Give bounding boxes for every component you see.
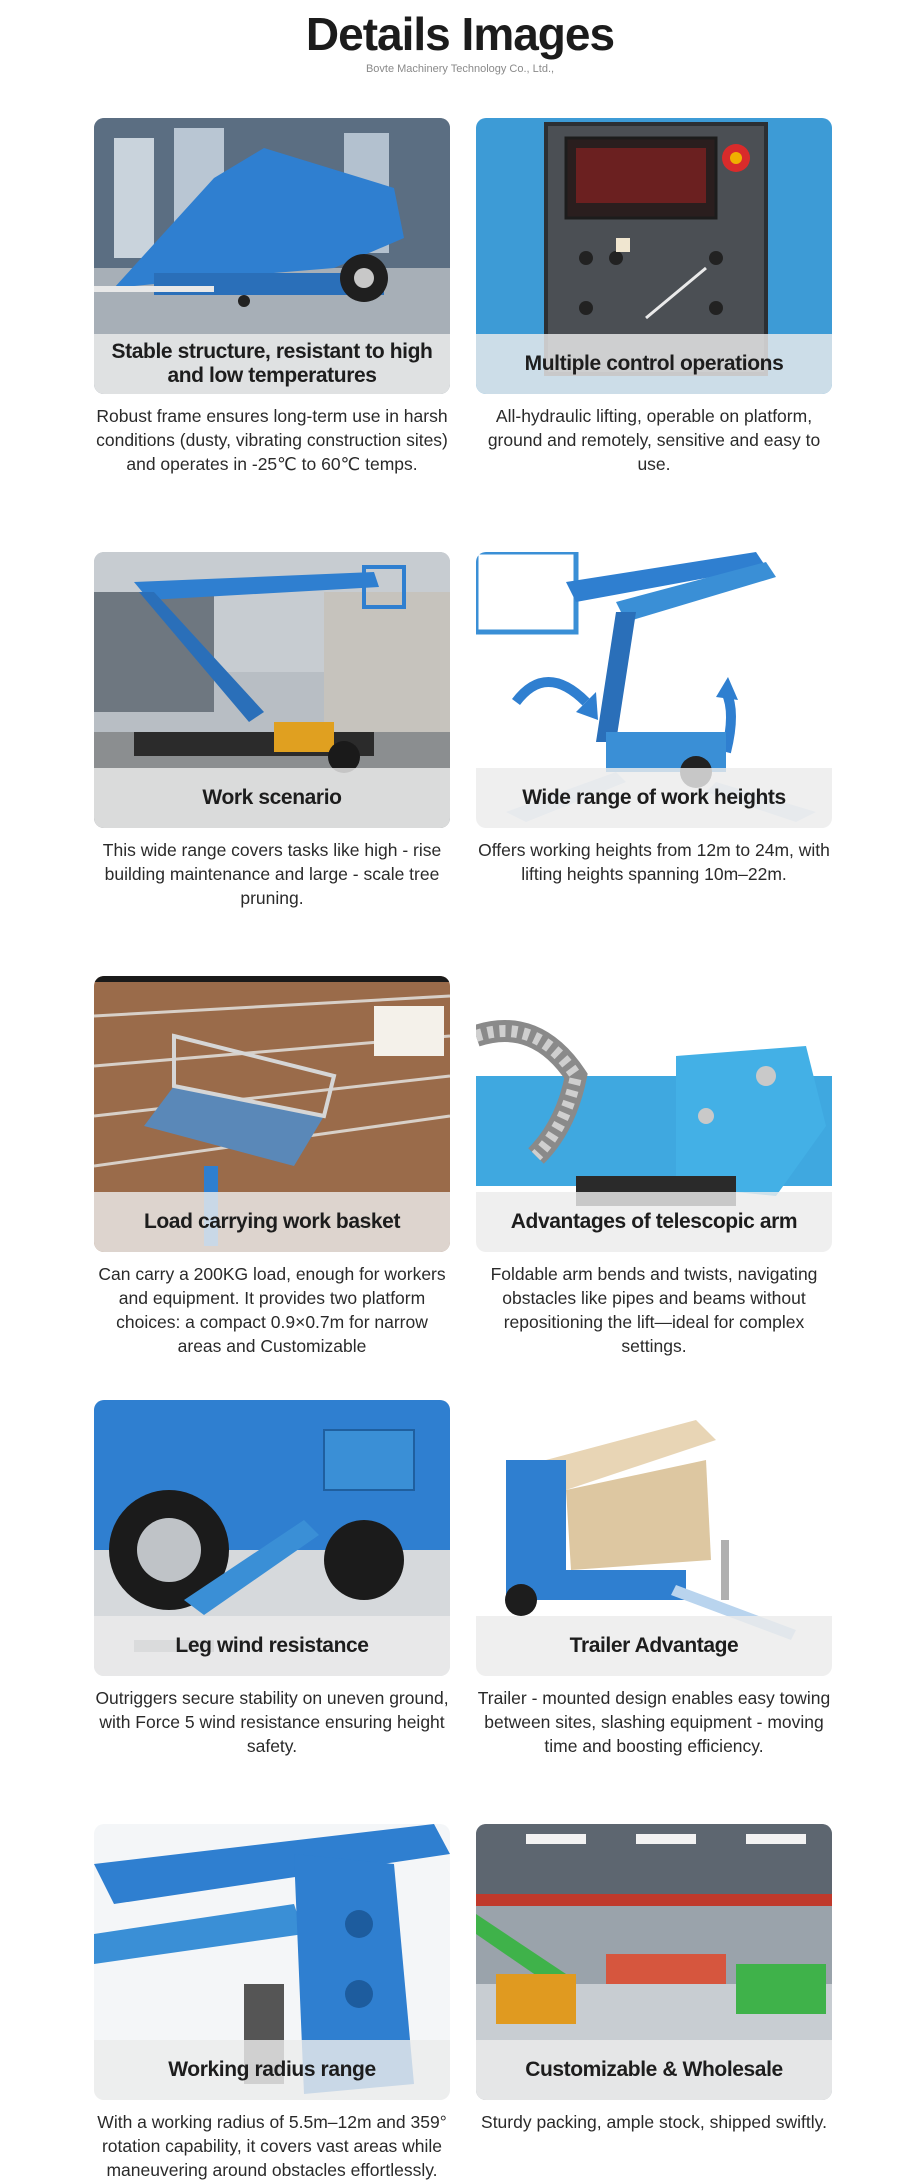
- trailer-photo: [476, 1400, 832, 1676]
- caption-bar: [94, 768, 450, 828]
- work-scenario-photo: [94, 552, 450, 828]
- caption-bar: [476, 2040, 832, 2100]
- working-radius-photo: [94, 1824, 450, 2100]
- page-title: Details Images: [305, 8, 615, 60]
- telescopic-arm-photo: [476, 976, 832, 1252]
- card-description: Can carry a 200KG load, enough for workers and equipment. It provides two platform choices: a compact 0.9×0.7m for narrow areas and Customizable: [98, 1264, 446, 1356]
- lift-trailer-photo: [94, 118, 450, 394]
- card-description: Sturdy packing, ample stock, shipped swiftly.: [481, 2112, 827, 2132]
- page-header: [0, 0, 920, 110]
- card-description: Foldable arm bends and twists, navigating obstacles like pipes and beams without repositioning the lift—ideal for complex settings.: [490, 1264, 818, 1356]
- card-caption: Load carrying work basket: [143, 1210, 401, 1233]
- card-description: Outriggers secure stability on uneven ground, with Force 5 wind resistance ensuring height safety.: [95, 1688, 449, 1756]
- card-description: Offers working heights from 12m to 24m, with lifting heights spanning 10m–22m.: [478, 840, 830, 884]
- card-caption: Leg wind resistance: [175, 1634, 369, 1657]
- work-heights-photo: [476, 552, 832, 828]
- caption-bar: [476, 1616, 832, 1676]
- card-description: This wide range covers tasks like high - rise building maintenance and large - scale tree pruning.: [102, 840, 442, 908]
- card-caption: Working radius range: [168, 2058, 376, 2081]
- caption-bar: [476, 334, 832, 394]
- card-description: With a working radius of 5.5m–12m and 359° rotation capability, it covers vast areas while maneuvering around obstacles effortlessly.: [97, 2112, 447, 2180]
- caption-bar: [94, 2040, 450, 2100]
- card-description: Robust frame ensures long-term use in harsh conditions (dusty, vibrating construction sites) and operates in -25℃ to 60℃ temps.: [96, 406, 448, 474]
- card-caption: Stable structure, resistant to high and low temperatures: [111, 340, 433, 387]
- card-caption: Trailer Advantage: [569, 1634, 739, 1657]
- card-caption: Wide range of work heights: [522, 786, 786, 809]
- work-basket-photo: [94, 976, 450, 1252]
- card-caption: Multiple control operations: [524, 352, 784, 375]
- card-description: All-hydraulic lifting, operable on platform, ground and remotely, sensitive and easy to use.: [487, 406, 821, 474]
- card-description: Trailer - mounted design enables easy towing between sites, slashing equipment - moving time and boosting efficiency.: [477, 1688, 831, 1756]
- control-panel-photo: [476, 118, 832, 394]
- caption-bar: [476, 1192, 832, 1252]
- caption-bar: [476, 768, 832, 828]
- card-caption: Work scenario: [202, 786, 342, 809]
- company-name: Bovte Machinery Technology Co., Ltd.,: [365, 63, 555, 75]
- outrigger-leg-photo: [94, 1400, 450, 1676]
- caption-bar: [94, 1192, 450, 1252]
- caption-bar: [94, 334, 450, 394]
- caption-bar: [94, 1616, 450, 1676]
- card-caption: Advantages of telescopic arm: [510, 1210, 798, 1233]
- card-caption: Customizable & Wholesale: [525, 2058, 783, 2081]
- factory-photo: [476, 1824, 832, 2100]
